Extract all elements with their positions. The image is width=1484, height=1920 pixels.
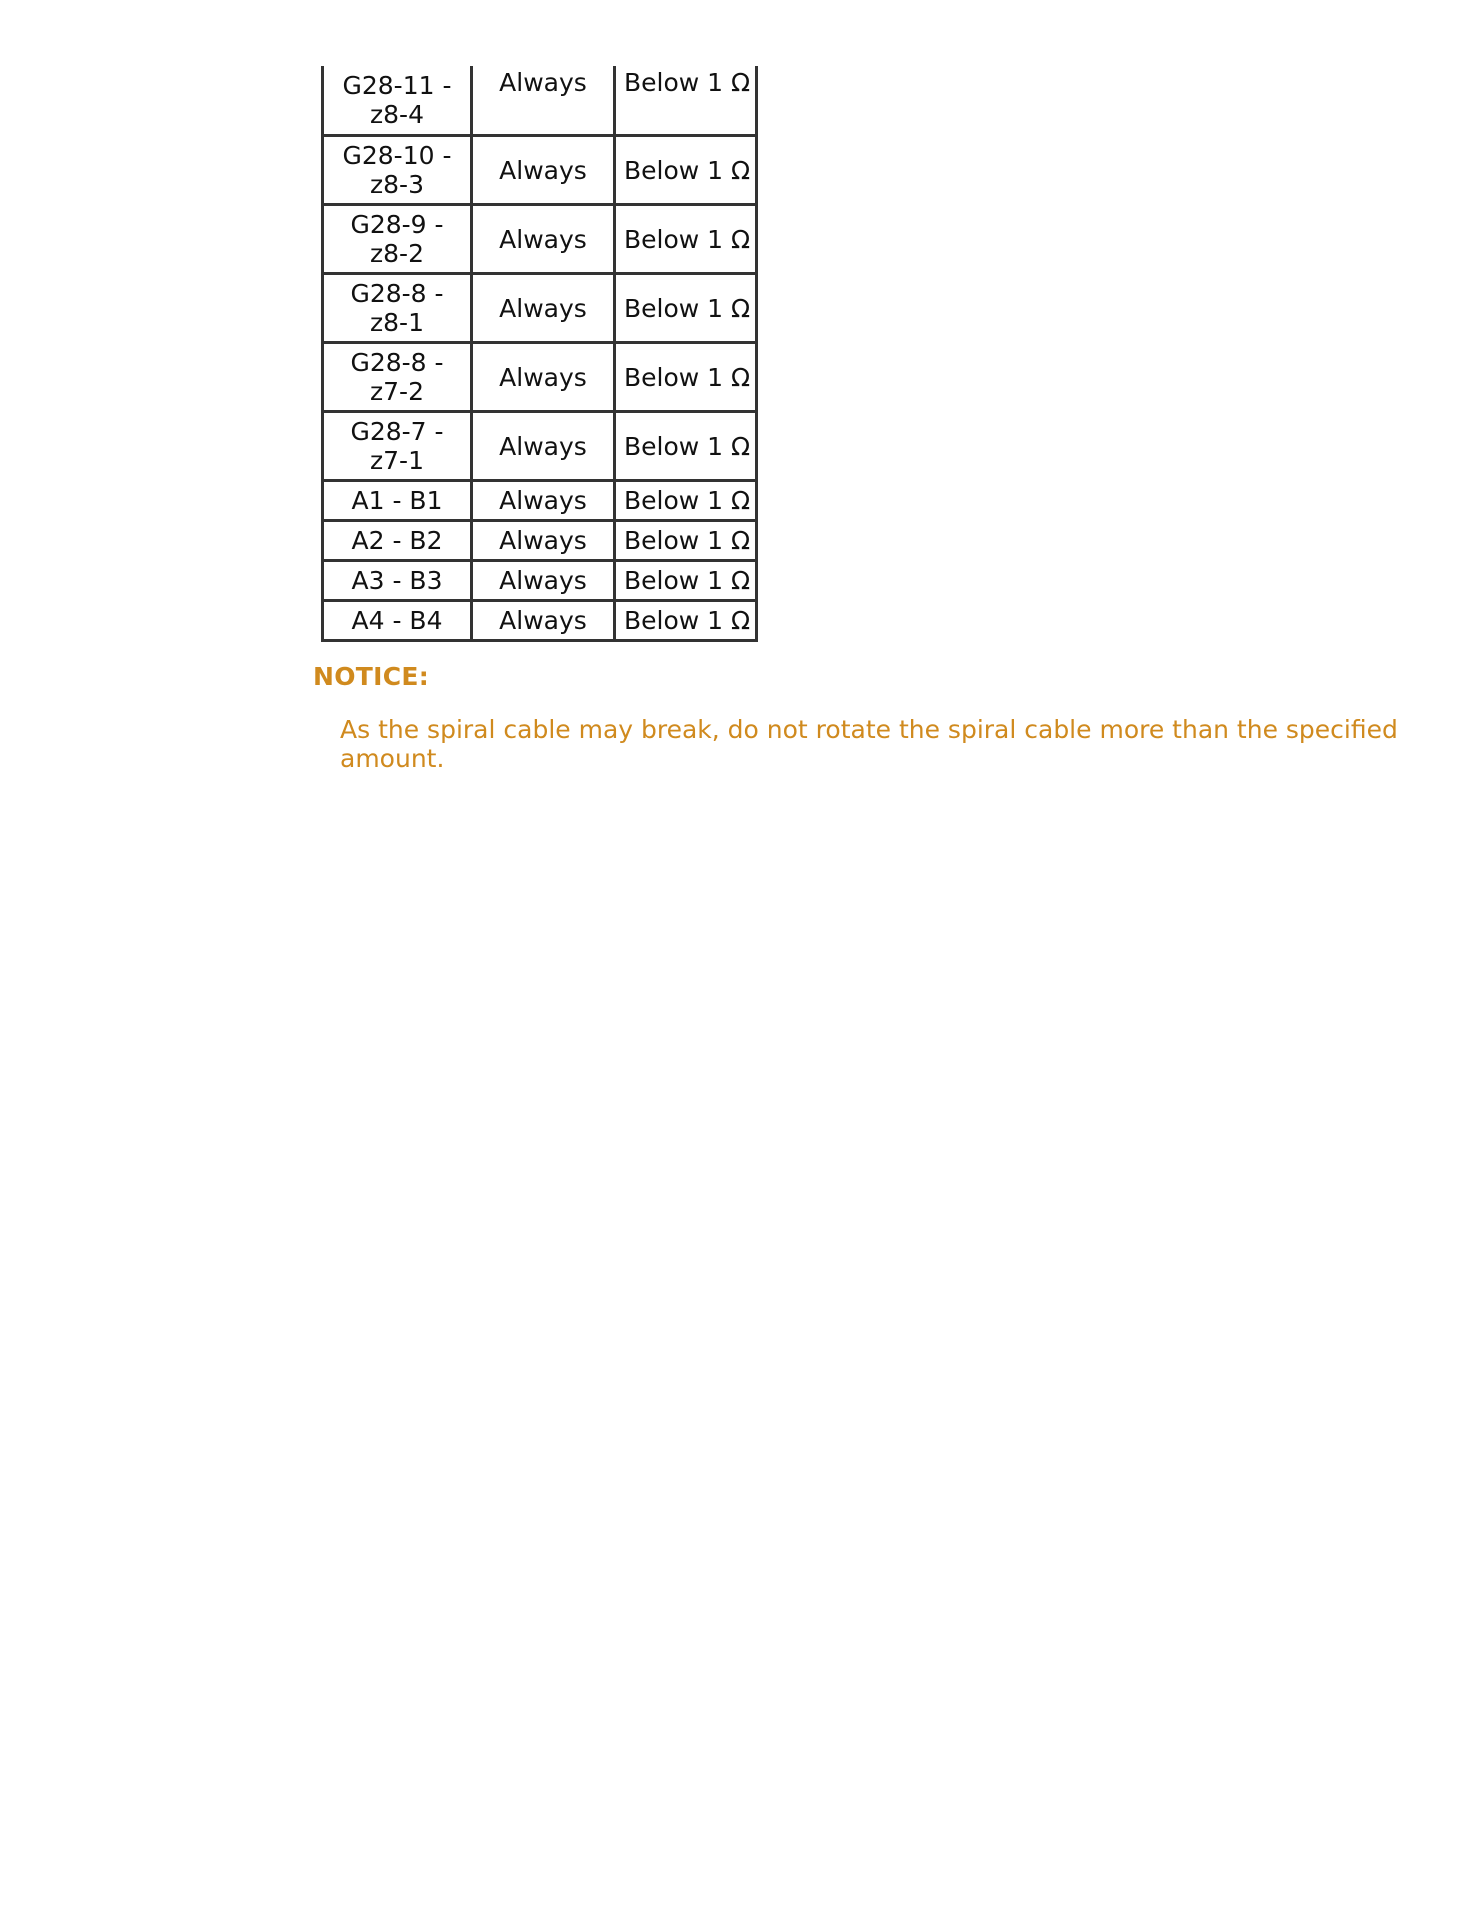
terminal-text: G28-8 - bbox=[350, 279, 444, 308]
terminal-text: G28-8 - bbox=[350, 348, 444, 377]
terminal-text: G28-11 - bbox=[342, 71, 452, 100]
table-row bbox=[324, 479, 755, 519]
terminal-text: z8-2 bbox=[370, 239, 424, 268]
specified-condition-cell: Below 1 Ω bbox=[616, 559, 755, 599]
condition-cell: Always bbox=[473, 66, 616, 134]
condition-cell: Always bbox=[473, 479, 616, 519]
table-row bbox=[324, 203, 755, 272]
table-row bbox=[324, 272, 755, 341]
terminal-cell: A4 - B4 bbox=[324, 599, 473, 639]
condition-cell: Always bbox=[473, 559, 616, 599]
terminal-text: z8-4 bbox=[370, 100, 424, 129]
terminal-text: G28-10 - bbox=[342, 141, 452, 170]
specified-condition-cell: Below 1 Ω bbox=[616, 272, 755, 341]
terminal-cell bbox=[324, 134, 473, 203]
terminal-text: G28-7 - bbox=[350, 417, 444, 446]
terminal-text: z8-3 bbox=[370, 170, 424, 199]
terminal-cell: A1 - B1 bbox=[324, 479, 473, 519]
condition-cell: Always bbox=[473, 272, 616, 341]
specified-condition-cell: Below 1 Ω bbox=[616, 341, 755, 410]
resistance-spec-table bbox=[321, 66, 758, 642]
condition-cell: Always bbox=[473, 134, 616, 203]
specified-condition-cell: Below 1 Ω bbox=[616, 599, 755, 639]
table-row bbox=[324, 66, 755, 134]
terminal-cell: A2 - B2 bbox=[324, 519, 473, 559]
table-row bbox=[324, 519, 755, 559]
resistance-spec-table-container bbox=[321, 66, 758, 642]
terminal-text: G28-9 - bbox=[350, 210, 444, 239]
specified-condition-cell: Below 1 Ω bbox=[616, 479, 755, 519]
terminal-cell bbox=[324, 203, 473, 272]
specified-condition-cell: Below 1 Ω bbox=[624, 68, 751, 97]
terminal-cell bbox=[324, 341, 473, 410]
terminal-cell bbox=[324, 410, 473, 479]
terminal-cell bbox=[324, 66, 473, 134]
specified-condition-cell: Below 1 Ω bbox=[616, 519, 755, 559]
table-row bbox=[324, 410, 755, 479]
condition-cell: Always bbox=[473, 203, 616, 272]
notice-title: NOTICE: bbox=[313, 662, 430, 691]
table-row bbox=[324, 134, 755, 203]
terminal-text: z7-2 bbox=[370, 377, 424, 406]
condition-cell: Always bbox=[473, 341, 616, 410]
table-row bbox=[324, 341, 755, 410]
condition-cell: Always bbox=[473, 519, 616, 559]
specified-condition-cell: Below 1 Ω bbox=[616, 410, 755, 479]
table-row bbox=[324, 599, 755, 639]
condition-cell: Always bbox=[473, 599, 616, 639]
terminal-text: z7-1 bbox=[370, 446, 424, 475]
terminal-cell bbox=[324, 272, 473, 341]
specified-condition-cell: Below 1 Ω bbox=[616, 203, 755, 272]
condition-cell: Always bbox=[473, 410, 616, 479]
terminal-cell: A3 - B3 bbox=[324, 559, 473, 599]
terminal-text: z8-1 bbox=[370, 308, 424, 337]
specified-condition-cell: Below 1 Ω bbox=[616, 134, 755, 203]
notice-text: As the spiral cable may break, do not rotate the spiral cable more than the specified amount. bbox=[340, 715, 1398, 773]
table-row bbox=[324, 559, 755, 599]
